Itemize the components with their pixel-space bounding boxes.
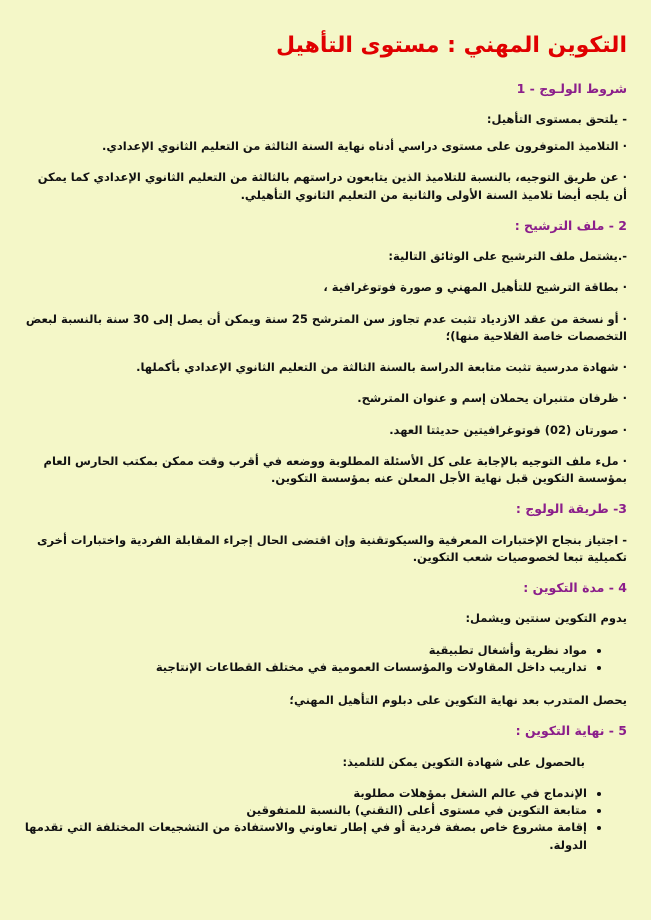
section-2-paragraph-4: · ظرفان متنبران يحملان إسم و عنوان المترشح. xyxy=(357,391,627,406)
section-2-paragraph-2: · أو نسخة من عقد الازدياد تثبت عدم تجاوز سن المترشح 25 سنة ويمكن أن يصل إلى 30 سنة بالنسبة لبعض التخصصات خاصة الفلاحية منها)؛ xyxy=(25,311,627,343)
section-1-intro: - يلتحق بمستوى التأهيل: xyxy=(486,111,627,126)
section-2-paragraph-6: · ملء ملف التوجيه بالإجابة على كل الأسئلة المطلوبة ووضعه في أقرب وقت ممكن بمكتب الحارس العام بمؤسسة التكوين قبل نهاية الأجل المعلن عنه بمؤسسة التكوين. xyxy=(43,453,627,486)
list-item: • إقامة مشروع خاص بصفة فردية أو في إطار تعاوني والاستفادة من التشجيعات المختلفة التي تقدمها الدولة. xyxy=(24,819,587,854)
section-2-paragraph-1: · بطاقة الترشيح للتأهيل المهني و صورة فوتوغرافية ، xyxy=(323,280,627,295)
section-4-intro: يدوم التكوين سنتين ويشمل: xyxy=(465,611,627,626)
section-1-heading: شروط الولـوج - 1 xyxy=(516,80,627,96)
section-4-list xyxy=(24,642,627,677)
section-2-heading: 2 - ملف الترشيح : xyxy=(514,217,627,233)
page-title: التكوين المهني : مستوى التأهيل xyxy=(275,33,627,58)
section-5-intro: بالحصول على شهادة التكوين يمكن للتلميذ: xyxy=(342,754,585,769)
section-2-paragraph-3: · شهادة مدرسية تثبت متابعة الدراسة بالسنة الثالثة من التعليم الثانوي الإعدادي بأكملها. xyxy=(136,360,627,375)
section-2-intro: -.يشتمل ملف الترشيح على الوثائق التالية: xyxy=(388,249,627,264)
list-item: • مواد نظرية وأشغال تطبيقية xyxy=(24,642,587,659)
section-1-paragraph-2: · عن طريق التوجيه، بالنسبة للتلاميذ الذين يتابعون دراستهم بالثالثة من التعليم الثانوي الإعدادي كما يمكن أن يلجه أيضا تلاميذ السنة الأولى والثانية من التعليم الثانوي التأهيلي. xyxy=(37,170,627,202)
section-2-paragraph-5: · صورتان (02) فوتوغرافيتين حديثتا العهد. xyxy=(389,422,627,437)
section-3-paragraph-1: - اجتياز بنجاح الإختبارات المعرفية والسيكوتقنية وإن اقتضى الحال إجراء المقابلة الفردية واختبارات أخرى تكميلية تبعا لخصوصيات شعب التكوين. xyxy=(36,532,627,564)
section-4-after: يحصل المتدرب بعد نهاية التكوين على دبلوم التأهيل المهني؛ xyxy=(289,693,627,708)
section-4-heading: 4 - مدة التكوين : xyxy=(523,580,627,596)
list-item: • تداريب داخل المقاولات والمؤسسات العمومية في مختلف القطاعات الإنتاجية xyxy=(24,659,587,676)
list-item: • متابعة التكوين في مستوى أعلى (التقني) بالنسبة للمتفوقين xyxy=(24,802,587,819)
section-3-heading: 3- طريقة الولوج : xyxy=(515,501,627,517)
section-5-heading: 5 - نهاية التكوين : xyxy=(515,723,627,739)
section-5-list xyxy=(24,785,627,854)
list-item: • الإندماج في عالم الشغل بمؤهلات مطلوبة xyxy=(24,785,587,802)
section-1-paragraph-1: · التلاميذ المتوفرون على مستوى دراسي أدناه نهاية السنة الثالثة من التعليم الثانوي الإعدادي. xyxy=(101,139,627,154)
